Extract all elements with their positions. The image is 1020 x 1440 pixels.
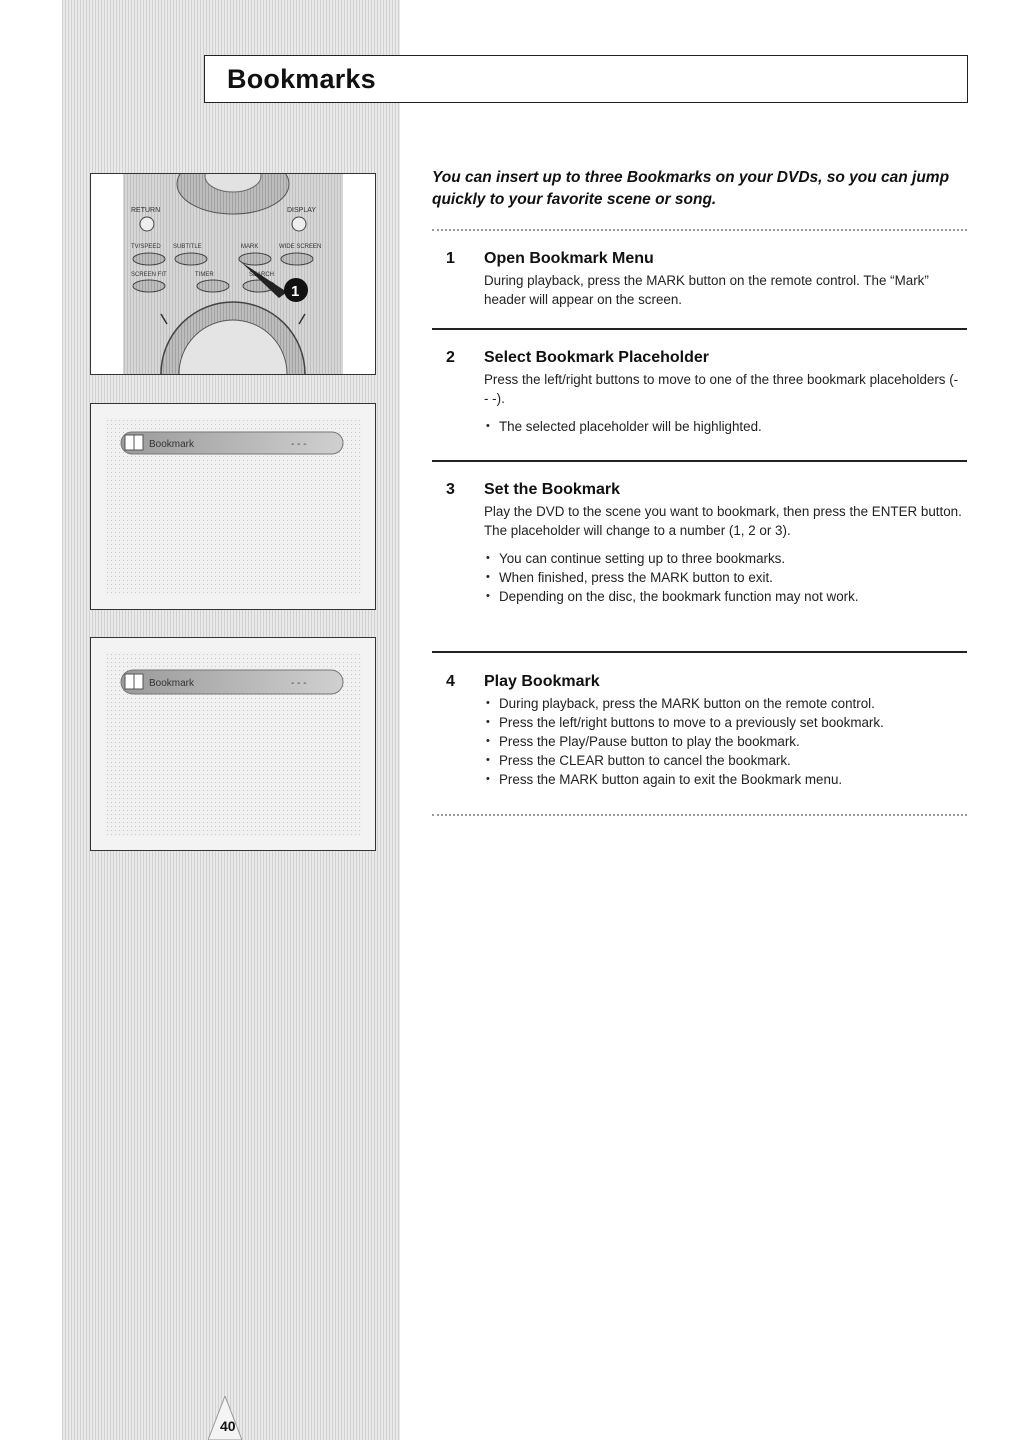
remote-illustration [90,173,376,375]
mark-label: MARK [241,244,259,250]
step-body [484,370,964,436]
display-label: DISPLAY [287,207,317,214]
mark-button [239,253,271,265]
step-number: 2 [446,349,455,366]
callout-number: 1 [291,283,300,300]
screen-illustration-1 [90,403,376,610]
screen-illustration-2 [90,637,376,851]
search-label: SEARCH [249,272,275,278]
timer-button [197,280,229,292]
list-item: • When finished, press the MARK button to exit. [484,568,964,587]
bookmark-label: Bookmark [149,439,195,450]
screen-fit-label: SCREEN FIT [131,272,167,278]
intro-text: You can insert up to three Bookmarks on your DVDs, so you can jump quickly to your favorite scene or song. [432,169,950,208]
divider-1 [432,328,967,330]
divider-2 [432,460,967,462]
display-icon [292,217,306,231]
return-label: RETURN [131,207,161,214]
divider-dotted-top [432,229,967,231]
step-text: During playback, press the MARK button on the remote control. The “Mark” header will appear on the screen. [484,273,929,307]
step-bullets [484,417,964,436]
step-bullets [484,549,964,606]
list-item: • Depending on the disc, the bookmark function may not work. [484,587,964,606]
page-title: Bookmarks [227,64,376,94]
step-number: 4 [446,673,455,690]
step-heading: Open Bookmark Menu [484,250,654,267]
return-icon [140,217,154,231]
step-number: 1 [446,250,455,267]
timer-label: TIMER [195,272,214,278]
step-text: Play the DVD to the scene you want to bookmark, then press the ENTER button. The placeholder will change to a number (1, 2 or 3). [484,504,962,538]
divider-dotted-bottom [432,814,967,816]
step-number: 3 [446,481,455,498]
tv-speed-button [133,253,165,265]
svg-text:- - -: - - - [291,678,307,689]
list-item: • Press the left/right buttons to move to a previously set bookmark. [484,713,964,732]
list-item: • You can continue setting up to three bookmarks. [484,549,964,568]
list-item: • During playback, press the MARK button on the remote control. [484,694,964,713]
list-item: • Press the CLEAR button to cancel the bookmark. [484,751,964,770]
tv-speed-label: TV/SPEED [131,244,161,250]
list-item: • Press the Play/Pause button to play the bookmark. [484,732,964,751]
list-item: • The selected placeholder will be highlighted. [484,417,964,436]
step-body [484,694,964,789]
bookmark-label: Bookmark [149,678,195,689]
step-heading: Play Bookmark [484,673,600,690]
list-item: • Press the MARK button again to exit the Bookmark menu. [484,770,964,789]
title-box [204,55,968,103]
svg-text:- - -: - - - [291,439,307,450]
divider-3 [432,651,967,653]
step-heading: Set the Bookmark [484,481,621,498]
widescreen-button [281,253,313,265]
screen-fit-button [133,280,165,292]
widescreen-label: WIDE SCREEN [279,244,322,250]
page-number: 40 [220,1418,236,1434]
subtitle-button [175,253,207,265]
step-bullets [484,694,964,789]
step-heading: Select Bookmark Placeholder [484,349,709,366]
step-text: Press the left/right buttons to move to one of the three bookmark placeholders (- - -). [484,372,959,406]
step-body [484,502,964,606]
subtitle-label: SUBTITLE [173,244,202,250]
